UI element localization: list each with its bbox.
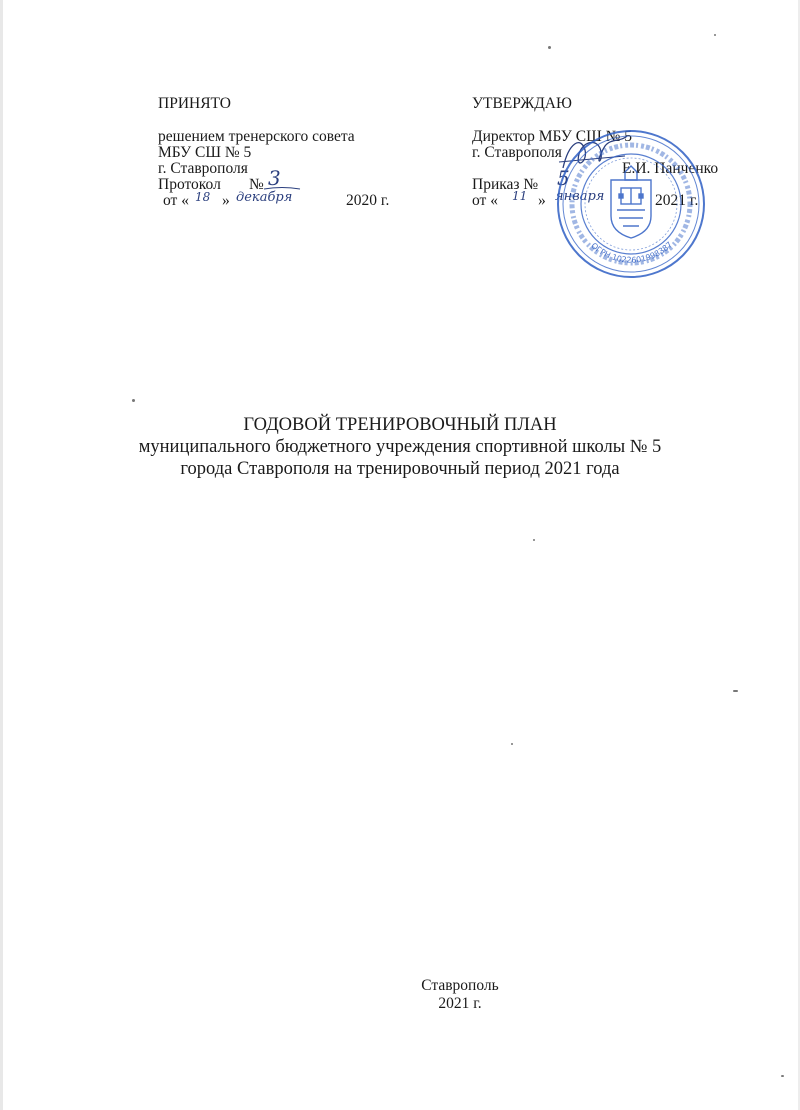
city-line: г. Ставрополя [158, 160, 248, 177]
protocol-date-year: 2020 г. [346, 192, 390, 209]
director-name: Е.И. Панченко [622, 160, 719, 177]
order-number-handwritten: 5 [557, 166, 570, 190]
official-stamp [555, 128, 707, 280]
school-name-line: МБУ СШ № 5 [158, 144, 252, 161]
footer-city: Ставрополь [421, 977, 499, 994]
scan-speck [548, 46, 551, 49]
scan-speck [781, 1075, 784, 1077]
document-title-block [0, 414, 800, 480]
document-footer [0, 977, 800, 1013]
scan-edge [0, 0, 3, 1110]
document-subtitle-line2: города Ставрополя на тренировочный период 2021 года [180, 459, 620, 479]
protocol-date-day: 18 [195, 190, 211, 204]
protocol-date-month: декабря [236, 190, 293, 205]
order-date-prefix: от « [472, 192, 498, 209]
scan-speck [714, 34, 716, 36]
protocol-date-quote: » [222, 192, 230, 209]
scan-speck [733, 690, 738, 692]
scan-speck [511, 743, 513, 745]
city-line: г. Ставрополя [472, 144, 562, 161]
protocol-label: Протокол [158, 176, 221, 193]
accepted-heading: ПРИНЯТО [158, 95, 231, 112]
order-date-quote: » [538, 192, 546, 209]
scan-speck [533, 539, 535, 541]
order-date-year: 2021 г. [655, 192, 699, 209]
order-date-month: января [555, 189, 605, 204]
order-label: Приказ № [472, 176, 539, 193]
footer-year: 2021 г. [438, 995, 482, 1012]
scan-speck [132, 399, 135, 402]
stamp-ogrn: ОГРН 1022601998387 [589, 239, 675, 265]
council-decision-line: решением тренерского совета [158, 128, 355, 145]
protocol-date-prefix: от « [163, 192, 189, 209]
director-title-line: Директор МБУ СШ № 5 [472, 128, 633, 145]
approval-heading: УТВЕРЖДАЮ [472, 95, 572, 112]
document-title: ГОДОВОЙ ТРЕНИРОВОЧНЫЙ ПЛАН [243, 415, 557, 435]
order-date-day: 11 [512, 189, 528, 203]
document-subtitle-line1: муниципального бюджетного учреждения спортивной школы № 5 [138, 437, 662, 457]
protocol-number-sign: № [249, 176, 264, 193]
protocol-number-handwritten: 3 [268, 166, 281, 190]
